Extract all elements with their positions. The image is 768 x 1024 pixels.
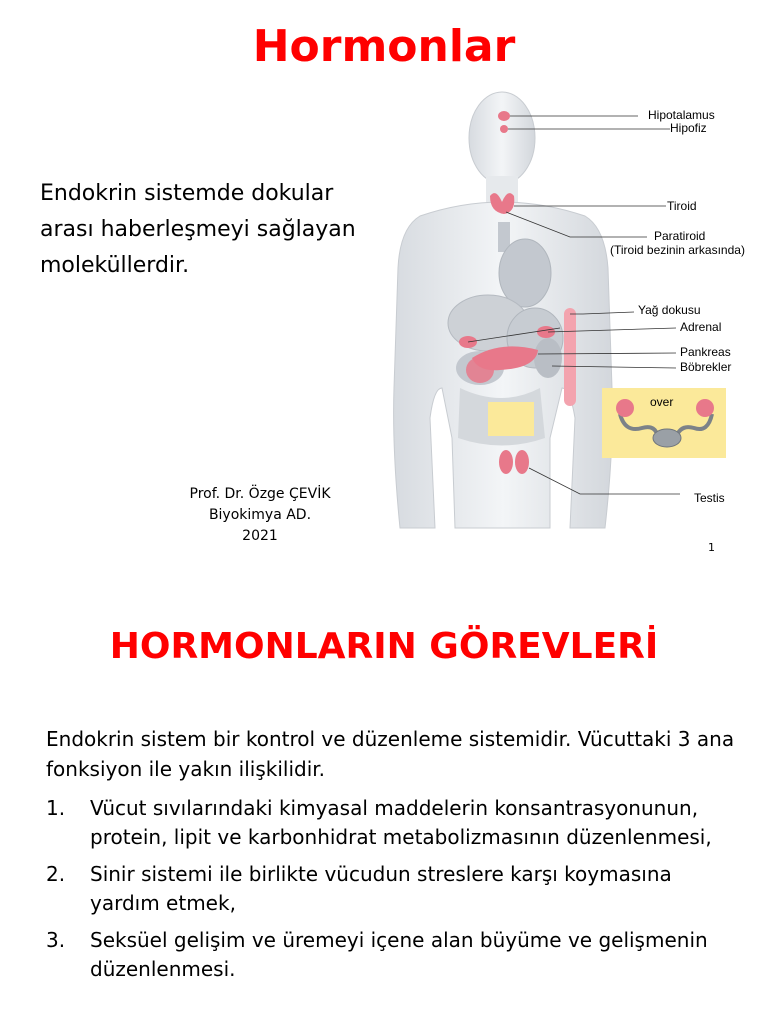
functions-list [46, 794, 736, 992]
slide-title: HORMONLARIN GÖREVLERİ [109, 626, 659, 667]
department-name: Biyokimya AD. [208, 507, 312, 523]
adipose-tissue [564, 308, 576, 406]
kidney-left [466, 357, 494, 383]
list-item [46, 860, 736, 918]
list-item-number: 1. [46, 796, 66, 820]
list-item-number: 2. [46, 862, 66, 886]
label-over: over [650, 395, 674, 409]
label-bobrekler: Böbrekler [680, 360, 732, 374]
page-number: 1 [708, 541, 715, 554]
definition-text: Endokrin sistemde dokular arası haberleşmeyi sağlayan moleküllerdir. [40, 181, 356, 278]
label-adrenal: Adrenal [680, 320, 722, 334]
testis-right [515, 450, 529, 474]
year: 2021 [242, 528, 278, 544]
label-tiroid: Tiroid [667, 199, 697, 213]
label-yag-dokusu: Yağ dokusu [638, 303, 701, 317]
hypothalamus-gland [498, 111, 510, 121]
ovary-right [696, 399, 714, 417]
list-item-number: 3. [46, 928, 66, 952]
author-credits [130, 484, 390, 547]
list-item-text: Sinir sistemi ile birlikte vücudun streslere karşı koymasına yardım etmek, [90, 862, 672, 915]
list-item-text: Vücut sıvılarındaki kimyasal maddelerin konsantrasyonunun, protein, lipit ve karbonhidrat metabolizmasının düzenlenmesi, [90, 796, 712, 849]
slide-title: Hormonlar [252, 21, 516, 72]
testis-left [499, 450, 513, 474]
list-item-text: Seksüel gelişim ve üremeyi içene alan büyüme ve gelişmenin düzenlenmesi. [90, 928, 708, 981]
ovary-region-box [488, 402, 534, 436]
label-paratiroid-note: (Tiroid bezinin arkasında) [610, 243, 745, 257]
label-hipofiz: Hipofiz [670, 121, 707, 135]
list-item [46, 794, 736, 852]
label-testis: Testis [694, 491, 725, 505]
endocrine-figure [380, 88, 768, 533]
ovary-inset [602, 388, 726, 458]
ovary-left [616, 399, 634, 417]
list-item [46, 926, 736, 984]
pituitary-gland [500, 125, 508, 133]
intro-paragraph: Endokrin sistem bir kontrol ve düzenleme sistemidir. Vücuttaki 3 ana fonksiyon ile yakın ilişkilidir. [46, 727, 735, 781]
label-paratiroid: Paratiroid [654, 229, 706, 243]
label-hipotalamus: Hipotalamus [648, 108, 715, 122]
label-pankreas: Pankreas [680, 345, 731, 359]
slide-2 [0, 600, 768, 1024]
author-name: Prof. Dr. Özge ÇEVİK [189, 486, 331, 502]
